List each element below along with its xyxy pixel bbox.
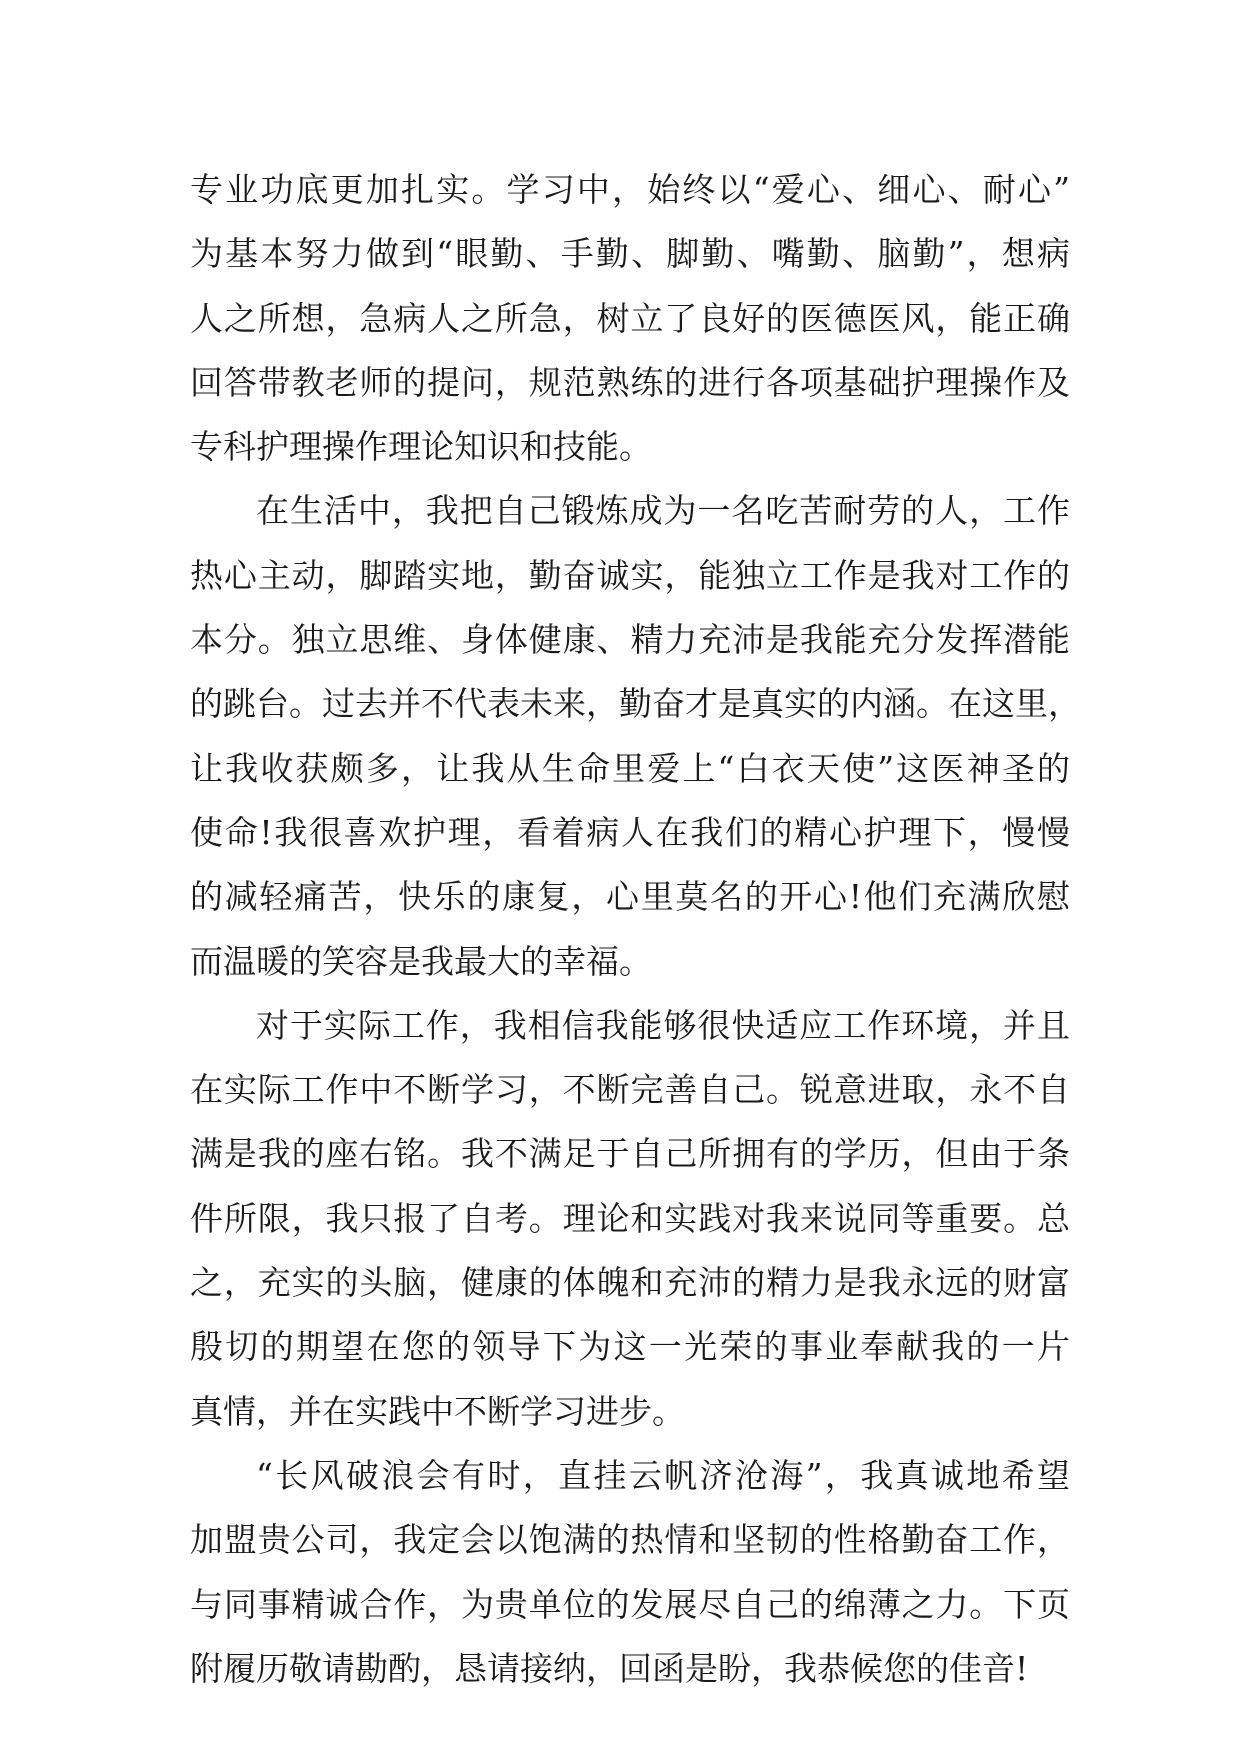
text-line: 专科护理操作理论知识和技能。: [190, 427, 652, 467]
text-line: 的减轻痛苦，快乐的康复，心里莫名的开心!他们充满欣慰: [190, 877, 1070, 917]
text-line: 而温暖的笑容是我最大的幸福。: [190, 941, 652, 981]
text-line: 殷切的期望在您的领导下为这一光荣的事业奉献我的一片: [190, 1327, 1070, 1367]
text-line: 在实际工作中不断学习，不断完善自己。锐意进取，永不自: [190, 1070, 1070, 1110]
text-line: 与同事精诚合作，为贵单位的发展尽自己的绵薄之力。下页: [190, 1584, 1070, 1624]
text-line: 本分。独立思维、身体健康、精力充沛是我能充分发挥潜能: [190, 620, 1070, 660]
text-line: 真情，并在实践中不断学习进步。: [190, 1391, 685, 1431]
text-line: 的跳台。过去并不代表未来，勤奋才是真实的内涵。在这里，: [190, 684, 1081, 724]
text-line: 对于实际工作，我相信我能够很快适应工作环境，并且: [256, 1005, 1070, 1045]
text-line: 在生活中，我把自己锻炼成为一名吃苦耐劳的人，工作: [256, 491, 1070, 531]
text-line: 人之所想，急病人之所急，树立了良好的医德医风，能正确: [190, 298, 1070, 338]
text-line: 件所限，我只报了自考。理论和实践对我来说同等重要。总: [190, 1198, 1070, 1238]
text-line: 满是我的座右铭。我不满足于自己所拥有的学历，但由于条: [190, 1134, 1070, 1174]
text-line: 加盟贵公司，我定会以饱满的热情和坚韧的性格勤奋工作，: [190, 1520, 1070, 1560]
text-line: 让我收获颇多，让我从生命里爱上“白衣天使”这医神圣的: [190, 748, 1070, 788]
text-line: “长风破浪会有时，直挂云帆济沧海”，我真诚地希望: [256, 1455, 1070, 1495]
text-line: 专业功底更加扎实。学习中，始终以“爱心、细心、耐心”: [190, 170, 1070, 209]
text-line: 为基本努力做到“眼勤、手勤、脚勤、嘴勤、脑勤”，想病: [190, 234, 1070, 274]
body-text: [190, 158, 1081, 1701]
text-line: 之，充实的头脑，健康的体魄和充沛的精力是我永远的财富: [190, 1263, 1070, 1303]
text-line: 使命!我很喜欢护理，看着病人在我们的精心护理下，慢慢: [190, 812, 1070, 852]
text-line: 回答带教老师的提问，规范熟练的进行各项基础护理操作及: [190, 362, 1070, 402]
text-line: 热心主动，脚踏实地，勤奋诚实，能独立工作是我对工作的: [190, 555, 1070, 595]
text-line: 附履历敬请勘酌，恳请接纳，回函是盼，我恭候您的佳音!: [190, 1648, 1029, 1688]
